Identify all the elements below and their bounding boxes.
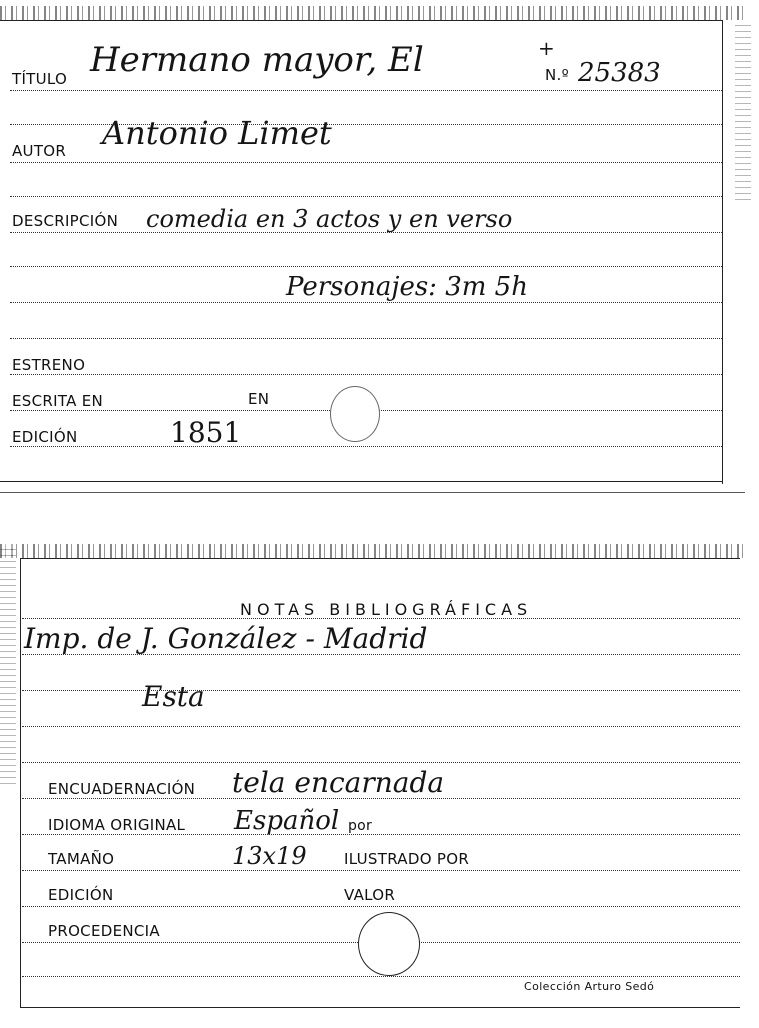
encuadernacion-label: ENCUADERNACIÓN (48, 780, 196, 798)
back-rule-3 (22, 690, 740, 691)
card-back-bottom-border (20, 1007, 740, 1008)
back-rule-11 (22, 976, 740, 977)
rule-estreno (10, 374, 722, 375)
titulo-value: Hermano mayor, El (90, 40, 424, 80)
rule-5 (10, 338, 722, 339)
back-rule-9 (22, 906, 740, 907)
numero-value: 25383 (578, 58, 661, 88)
rule-3 (10, 266, 722, 267)
rule-4 (10, 302, 722, 303)
back-rule-7 (22, 834, 740, 835)
back-rule-8 (22, 870, 740, 871)
encuadernacion-value: tela encarnada (232, 766, 445, 799)
autor-label: AUTOR (12, 142, 67, 160)
ilustrado-por-label: ILUSTRADO POR (344, 850, 470, 868)
note-line-2: Esta (142, 680, 205, 713)
card-side-edge (735, 20, 751, 200)
card-separator (0, 492, 745, 493)
card-top-border (0, 20, 723, 21)
titulo-label: TÍTULO (12, 70, 68, 88)
procedencia-label: PROCEDENCIA (48, 922, 160, 940)
back-rule-4 (22, 726, 740, 727)
estreno-label: ESTRENO (12, 356, 86, 374)
back-rule-1 (22, 618, 740, 619)
numero-label: N.º (545, 66, 569, 84)
valor-label: VALOR (344, 886, 396, 904)
card-bottom-border (0, 481, 723, 482)
edicion-value: 1851 (170, 416, 242, 449)
punch-hole-back (358, 912, 420, 976)
back-rule-5 (22, 762, 740, 763)
en-label: EN (248, 390, 270, 408)
rule-autor (10, 162, 722, 163)
rule-titulo (10, 90, 722, 91)
autor-value: Antonio Limet (102, 114, 332, 152)
descripcion-label: DESCRIPCIÓN (12, 212, 119, 230)
card-back-left-border (20, 558, 21, 1008)
catalog-card-back (0, 540, 745, 1020)
numero-mark: + (538, 36, 555, 60)
notas-heading: NOTAS BIBLIOGRÁFICAS (240, 600, 533, 619)
punch-hole-front (330, 386, 380, 442)
tamano-value: 13x19 (232, 842, 307, 870)
por-label: por (348, 818, 373, 834)
card-top-edge (0, 6, 745, 20)
card-back-top-border (20, 558, 740, 559)
idioma-value: Español (234, 806, 340, 836)
personajes-value: Personajes: 3m 5h (286, 272, 528, 302)
back-rule-6 (22, 798, 740, 799)
card-back-side-edge (0, 544, 16, 784)
back-rule-2 (22, 654, 740, 655)
tamano-label: TAMAÑO (48, 850, 115, 868)
descripcion-value: comedia en 3 actos y en verso (146, 205, 513, 233)
rule-edicion (10, 446, 722, 447)
escrita-en-label: ESCRITA EN (12, 392, 104, 410)
note-line-1: Imp. de J. González - Madrid (24, 622, 428, 655)
rule-descripcion (10, 232, 722, 233)
rule-2 (10, 196, 722, 197)
collection-credit: Colección Arturo Sedó (524, 980, 655, 993)
idioma-label: IDIOMA ORIGINAL (48, 816, 186, 834)
card-back-top-edge (0, 544, 745, 558)
catalog-card-front (0, 0, 745, 492)
edicion-label: EDICIÓN (12, 428, 78, 446)
back-edicion-label: EDICIÓN (48, 886, 114, 904)
card-right-border (722, 20, 723, 484)
